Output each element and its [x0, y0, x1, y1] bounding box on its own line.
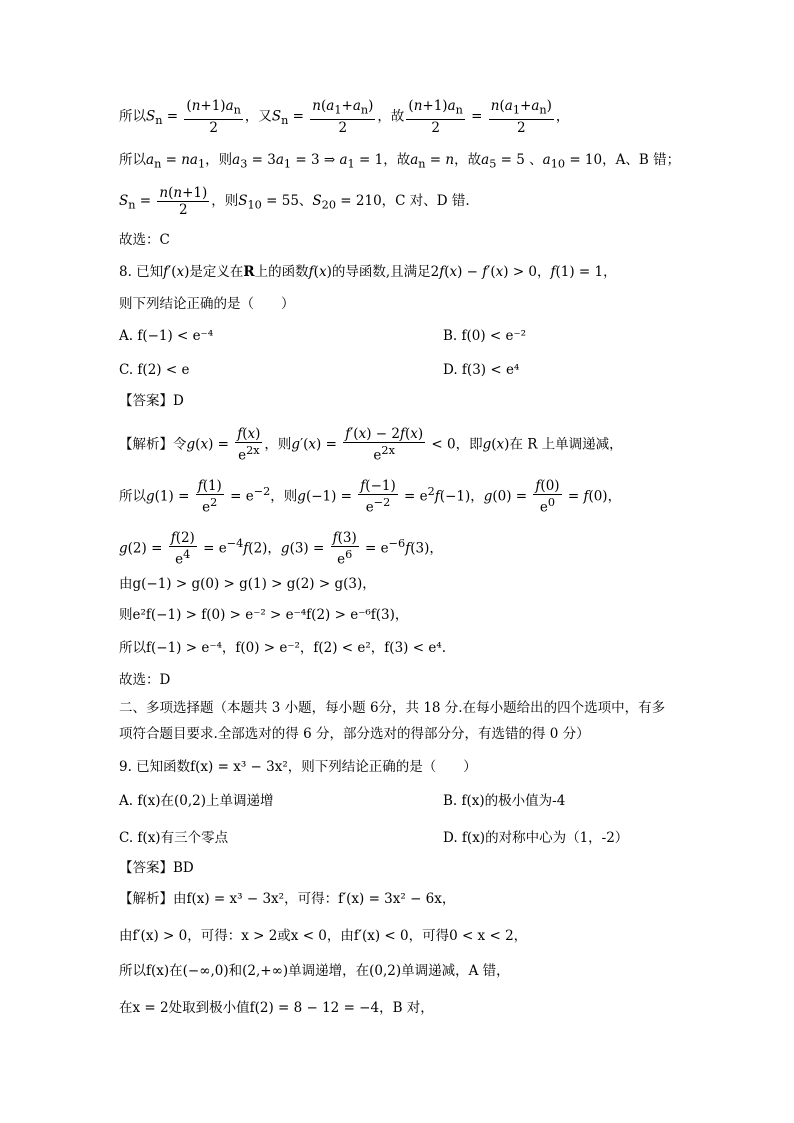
- q8-analysis-6: 所以f(−1) > e⁻⁴，f(0) > e⁻²，f(2) < e²，f(3) < e⁴.: [119, 640, 447, 656]
- q8-stem-2: 则下列结论正确的是（ ）: [119, 296, 295, 312]
- q9-analysis-3: 所以f(x)在(−∞,0)和(2,+∞)单调递增，在(0,2)单调递减，A 错，: [119, 963, 510, 979]
- q8-analysis-5: 则e²f(−1) > f(0) > e⁻² > e⁻⁴f(2) > e⁻⁶f(3)，: [119, 607, 409, 623]
- text-line-3: $S_n$ = $\frac{n(n+1)}{2}$ ，则$S_{10} = 55$、$S_{20} = 210$，C 对、D 错.: [119, 185, 470, 218]
- answer-c: 故选：C: [119, 232, 170, 248]
- q8-option-b: B. f(0) < e⁻²: [443, 328, 527, 344]
- q9-option-b: B. f(x)的极小值为-4: [443, 793, 566, 809]
- q9-analysis-2: 由f′(x) > 0，可得：x > 2或x < 0，由f′(x) < 0，可得0 < x < 2，: [119, 928, 528, 944]
- q9-stem: 9. 已知函数f(x) = x³ − 3x²，则下列结论正确的是（ ）: [119, 759, 477, 775]
- q9-option-d: D. f(x)的对称中心为（1，-2）: [443, 830, 629, 846]
- q8-option-c: C. f(2) < e: [119, 362, 190, 378]
- q8-stem: 8. 已知f′(x)是定义在R上的函数f(x)的导函数,且满足2f(x) − f′(x) > 0，f(1) = 1，: [119, 264, 617, 280]
- q8-analysis-2: 所以g(1) = $\frac{f(1)}{e^2}$ = $e^{-2}$，则g(−1) = $\frac{f(-1)}{e^{-2}}$ = $e^2f(-1)$，g(0) = $\frac{f(0)}{e^0}$ = f(0)，: [119, 478, 622, 516]
- section-heading-2: 项符合题目要求.全部选对的得 6 分，部分选对的得部分分，有选错的得 0 分）: [119, 726, 590, 742]
- q9-analysis-4: 在x = 2处取到极小值f(2) = 8 − 12 = −4，B 对，: [119, 1000, 434, 1016]
- q8-final: 故选：D: [119, 672, 171, 688]
- text-line-1: 所以$S_n$ = $\frac{(n+1)a_n}{2}$ ，又$S_n$ = $\frac{n(a_1+a_n)}{2}$ ，故 $\frac{(n+1)a_n}{2}$ = $\frac{n(a_1+a_n)}{2}$ ，: [119, 98, 570, 136]
- q8-analysis-3: g(2) = $\frac{f(2)}{e^4}$ = $e^{-4}f(2)$，g(3) = $\frac{f(3)}{e^6}$ = $e^{-6}f(3)$，: [119, 530, 443, 568]
- q8-analysis-4: 由g(−1) > g(0) > g(1) > g(2) > g(3)，: [119, 576, 376, 592]
- q8-answer: 【答案】D: [119, 393, 184, 409]
- text-line-2: 所以$a_n = na_1$，则$a_3 = 3a_1 = 3$ ⇒ $a_1 = 1$，故$a_n = n$，故$a_5 = 5$ 、$a_{10} = 10$，A、B 错；: [119, 152, 681, 171]
- q9-answer: 【答案】BD: [119, 860, 194, 876]
- q8-option-d: D. f(3) < e⁴: [443, 362, 520, 378]
- section-heading-1: 二、多项选择题（本题共 3 小题，每小题 6分，共 18 分.在每小题给出的四个选项中，有多: [119, 700, 666, 716]
- q8-analysis-1: 【解析】令g(x) = $\frac{f(x)}{e^{2x}}$ ，则g′(x) = $\frac{f'(x) - 2f(x)}{e^{2x}}$ < 0，即g(x)在 R 上单调递减，: [119, 426, 623, 464]
- q8-option-a: A. f(−1) < e⁻⁴: [119, 328, 214, 344]
- q9-option-a: A. f(x)在(0,2)上单调递增: [119, 793, 274, 809]
- q9-option-c: C. f(x)有三个零点: [119, 830, 229, 846]
- q9-analysis-1: 【解析】由f(x) = x³ − 3x²，可得：f′(x) = 3x² − 6x，: [119, 891, 456, 907]
